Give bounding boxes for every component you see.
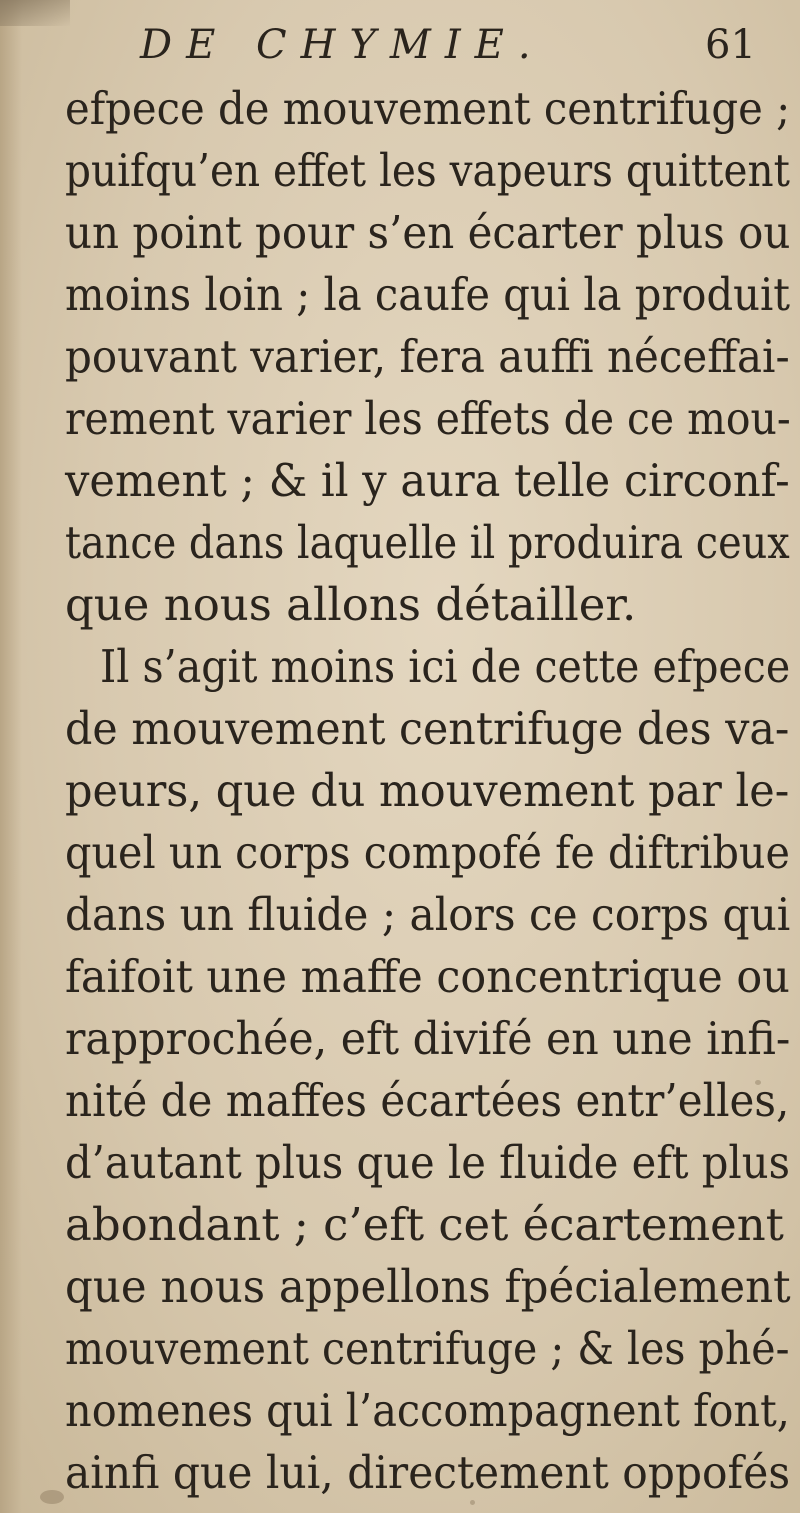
text-line: mouvement centrifuge ; & les phé- [65,1322,790,1375]
page-edge-shadow [0,0,22,1513]
text-line: quel un corps compofé fe diftribue [65,826,790,879]
running-head-title: DE CHYMIE. [140,22,545,68]
text-line: rapprochée, eft divifé en une infi- [65,1012,791,1065]
paper-spot [470,1500,475,1505]
text-line: nité de maffes écartées entr’elles, [65,1074,790,1127]
text-line: nomenes qui l’accompagnent font, [65,1384,790,1437]
text-line: Il s’agit moins ici de cette efpece [100,640,791,693]
text-line: un point pour s’en écarter plus ou [65,206,791,259]
text-line: faifoit une maffe concentrique ou [65,950,790,1003]
text-line: puifqu’en effet les vapeurs quittent [65,144,790,197]
text-line: vement ; & il y aura telle circonf- [65,454,790,507]
page-number: 61 [705,22,756,68]
running-head [0,0,800,80]
text-line: que nous appellons fpécialement [65,1260,791,1313]
text-line: que nous allons détailler. [65,578,637,631]
text-line: moins loin ; la caufe qui la produit [65,268,791,321]
text-line: d’autant plus que le fluide eft plus [65,1136,790,1189]
text-line: pouvant varier, fera auffi néceffai- [65,330,790,383]
text-line: abondant ; c’eft cet écartement [65,1198,784,1251]
text-line: efpece de mouvement centrifuge ; [65,82,791,135]
text-line: de mouvement centrifuge des va- [65,702,790,755]
text-line: peurs, que du mouvement par le- [65,764,790,817]
paper-spot [755,1080,761,1085]
text-line: ainfi que lui, directement oppofés [65,1446,791,1499]
text-line: tance dans laquelle il produira ceux [65,516,790,569]
paper-spot [40,1490,64,1504]
text-line: rement varier les effets de ce mou- [65,392,791,445]
text-line: dans un fluide ; alors ce corps qui [65,888,791,941]
